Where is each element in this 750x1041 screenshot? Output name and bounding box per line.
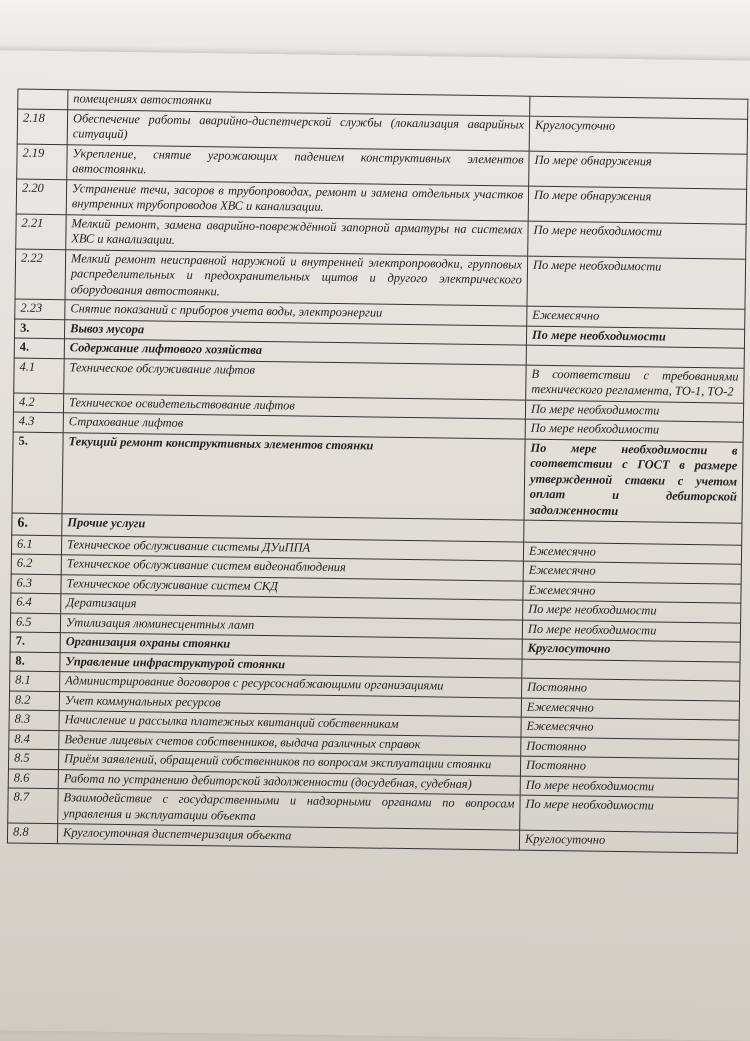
document-page xyxy=(0,50,750,1041)
row-periodicity: В соответствии с требованиями технического регламента, ТО-1, ТО-2 xyxy=(526,365,744,403)
row-number: 8.6 xyxy=(8,768,58,788)
row-number: 4.1 xyxy=(14,358,64,394)
row-periodicity: По мере обнаружения xyxy=(529,151,747,189)
row-number: 2.23 xyxy=(15,299,65,319)
row-number: 4.3 xyxy=(13,412,63,432)
row-number: 8.2 xyxy=(9,690,59,710)
row-number: 8.5 xyxy=(8,749,58,769)
row-number: 8.4 xyxy=(9,729,59,749)
row-periodicity: По мере необходимости xyxy=(525,400,743,423)
row-description: Начисление и рассылка платежных квитанций собственникам xyxy=(59,711,521,737)
row-periodicity: По мере необходимости xyxy=(520,776,738,799)
row-periodicity: Постоянно xyxy=(521,737,739,760)
row-description: Мелкий ремонт неисправной наружной и внутренней электропроводки, групповых распределительных и предохранительных щитов и другого электрического оборудования автостоянки. xyxy=(65,249,528,306)
row-description: Утилизация люминесцентных ламп xyxy=(60,613,522,639)
row-description: Снятие показаний с приборов учета воды, электроэнергии xyxy=(65,300,527,326)
row-description: Прочие услуги xyxy=(62,514,524,542)
row-description: Устранение течи, засоров в трубопроводах, ремонт и замена отдельных участков внутренних трубопроводов ХВС и канализации. xyxy=(66,179,528,220)
row-number: 4.2 xyxy=(13,393,63,413)
row-periodicity: По мере необходимости xyxy=(522,620,740,643)
row-number: 6.2 xyxy=(11,554,61,574)
row-number: 6. xyxy=(12,513,62,535)
row-periodicity: По мере необходимости xyxy=(527,256,746,310)
row-number: 7. xyxy=(10,632,60,652)
row-periodicity: По мере необходимости xyxy=(523,600,741,623)
row-number xyxy=(18,89,68,109)
row-number: 8.8 xyxy=(7,823,57,843)
row-description: Взаимодействие с государственными и надзорными органами по вопросам управления и эксплуатации объекта xyxy=(58,789,520,830)
row-number: 5. xyxy=(12,432,63,514)
row-number: 8.3 xyxy=(9,710,59,730)
row-description: Текущий ремонт конструктивных элементов стоянки xyxy=(62,432,525,520)
row-number: 3. xyxy=(14,319,64,339)
row-number: 6.5 xyxy=(10,612,60,632)
row-description: Техническое обслуживание систем СКД xyxy=(61,574,523,600)
row-periodicity: Ежемесячно xyxy=(527,306,745,329)
row-number: 2.21 xyxy=(16,214,66,250)
row-periodicity: Постоянно xyxy=(522,678,740,701)
row-number: 4. xyxy=(14,338,64,358)
row-description: Приём заявлений, обращений собственников по вопросам эксплуатации стоянки xyxy=(58,750,520,776)
row-number: 8.7 xyxy=(8,788,58,824)
row-description: Круглосуточная диспетчеризация объекта xyxy=(57,824,519,850)
row-periodicity: Ежемесячно xyxy=(521,698,739,721)
row-number: 2.18 xyxy=(17,109,67,145)
row-description: Администрирование договоров с ресурсоснабжающими организациями xyxy=(60,672,522,698)
row-description: Техническое обслуживание лифтов xyxy=(64,358,526,399)
row-description: Организация охраны стоянки xyxy=(60,633,522,659)
row-description: Ведение лицевых счетов собственников, выдача различных справок xyxy=(59,730,521,756)
row-periodicity: Ежемесячно xyxy=(523,542,741,565)
row-description: Мелкий ремонт, замена аварийно-повреждённой запорной арматуры на системах ХВС и канализации. xyxy=(66,214,528,255)
row-periodicity: Круглосуточно xyxy=(519,830,737,853)
row-description: помещениях автостоянки xyxy=(68,90,530,116)
row-number: 2.22 xyxy=(15,249,66,300)
row-description: Учет коммунальных ресурсов xyxy=(59,691,521,717)
row-number: 6.4 xyxy=(11,593,61,613)
row-periodicity: Круглосуточно xyxy=(529,116,747,154)
row-periodicity: По мере необходимости xyxy=(525,419,743,442)
row-number: 2.20 xyxy=(16,179,66,215)
row-description: Техническое обслуживание системы ДУиППА xyxy=(61,535,523,561)
row-periodicity: Ежемесячно xyxy=(523,581,741,604)
row-description: Содержание лифтового хозяйства xyxy=(64,339,526,365)
row-number: 8. xyxy=(10,651,60,671)
section-row xyxy=(12,432,743,524)
row-number: 2.19 xyxy=(17,144,67,180)
row-description: Техническое освидетельствование лифтов xyxy=(63,393,525,419)
row-periodicity: По мере необходимости xyxy=(526,326,744,349)
row-description: Вывоз мусора xyxy=(64,319,526,345)
row-periodicity: Ежемесячно xyxy=(521,717,739,740)
row-periodicity: По мере обнаружения xyxy=(528,186,746,224)
row-description: Страхование лифтов xyxy=(63,413,525,439)
row-periodicity: Постоянно xyxy=(520,756,738,779)
row-periodicity: Круглосуточно xyxy=(522,639,740,662)
row-periodicity: По мере необходимости в соответствии с ГОСТ в размере утвержденной ставки с учетом оплат и дебиторской задолженности xyxy=(524,439,743,524)
row-number: 6.3 xyxy=(11,573,61,593)
row-description: Работа по устранению дебиторской задолженности (досудебная, судебная) xyxy=(58,769,520,795)
services-table xyxy=(7,89,748,854)
row-description: Управление инфраструктурой стоянки xyxy=(60,652,522,678)
row-periodicity: По мере необходимости xyxy=(528,221,746,259)
row-description: Дератизация xyxy=(61,594,523,620)
row-periodicity: Ежемесячно xyxy=(523,561,741,584)
row-number: 8.1 xyxy=(10,671,60,691)
row-number: 6.1 xyxy=(11,534,61,554)
row-periodicity: По мере необходимости xyxy=(520,795,738,833)
row-description: Укрепление, снятие угрожающих падением конструктивных элементов автостоянки. xyxy=(67,144,529,185)
row-description: Обеспечение работы аварийно-диспетчерской службы (локализация аварийных ситуаций) xyxy=(67,109,529,150)
row-description: Техническое обслуживание систем видеонаблюдения xyxy=(61,555,523,581)
services-table-body xyxy=(7,89,747,853)
row-periodicity xyxy=(524,520,742,545)
